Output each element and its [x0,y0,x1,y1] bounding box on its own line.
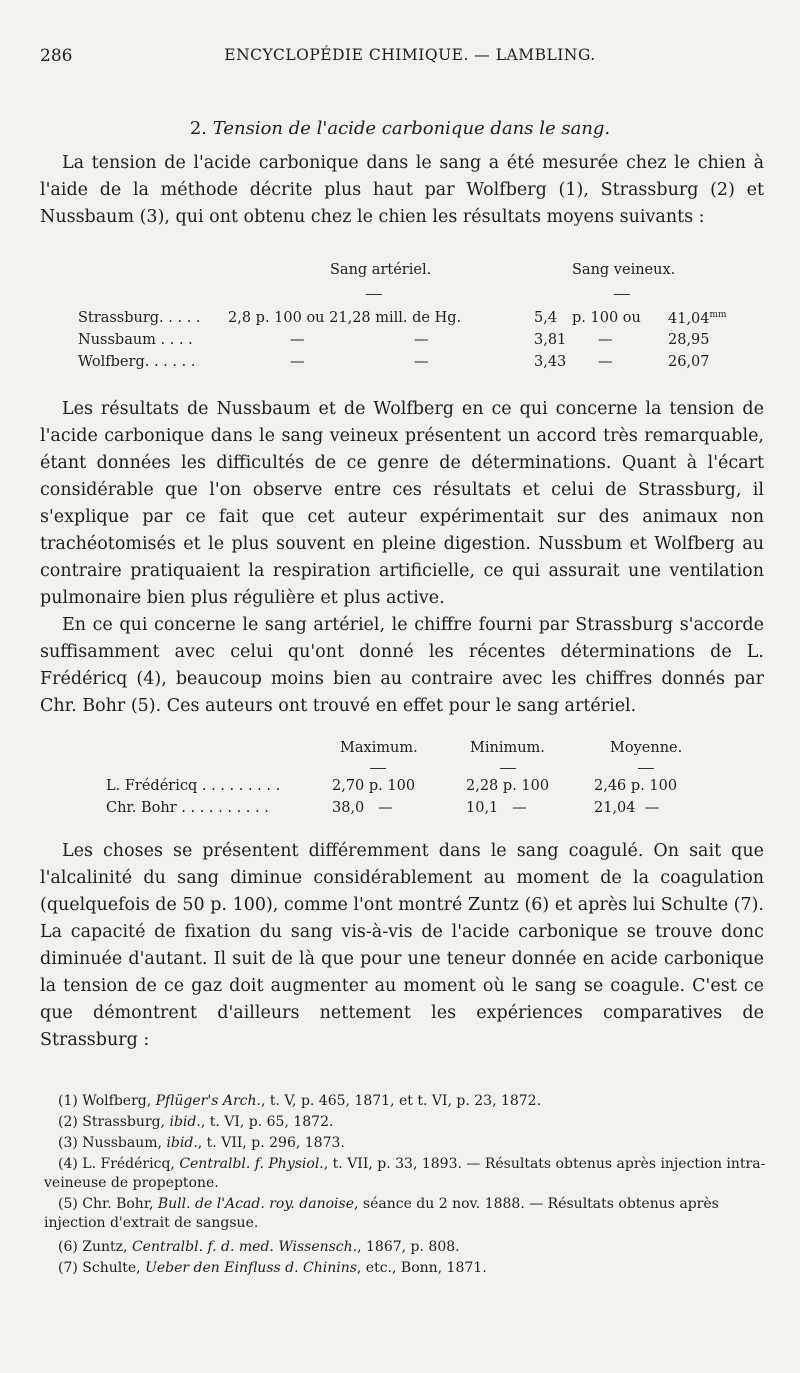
page-number: 286 [40,46,73,66]
footnote-title: Bull. de l'Acad. roy. danoise [157,1196,354,1212]
footnote-author: Wolfberg, [82,1093,156,1109]
min-value: 10,1 — [466,800,527,816]
running-header [40,46,780,70]
paragraph-4: Les choses se présentent différemment dans le sang coagulé. On sait que l'alcalinité du sang diminue considérablement au moment de la coagulation (quelquefois de 50 p. 100), comme l'ont montré Zuntz (6) et après lui Schulte (7). La capacité de fixation du sang vis-à-vis de l'acide carbonique se trouve donc diminuée d'autant. Il suit de là que pour une teneur donnée en acide carbonique la tension de ce gaz doit augmenter au moment où le sang se coagule. C'est ce que démontrent d'ailleurs nettement les expériences comparatives de Strassburg : [40,841,764,1050]
footnote-author: Strassburg, [82,1114,170,1130]
venous-percent: 5,4 [534,310,558,326]
footnote-4 [44,1155,768,1193]
footnote-number: (3) [58,1135,78,1151]
footnote-1 [44,1092,768,1111]
table-tension [0,260,800,380]
divider [614,294,630,295]
header-mean: Moyenne. [610,740,683,756]
venous-percent: 3,81 [534,332,567,348]
footnote-number: (6) [58,1239,78,1255]
header-arterial: Sang artériel. [330,262,432,278]
row-name: Nussbaum . . . . [78,332,193,348]
footnote-6 [44,1238,768,1257]
footnote-number: (4) [58,1156,78,1172]
venous-percent: 3,43 [534,354,567,370]
divider [638,768,654,769]
mean-value: 2,46 p. 100 [594,778,678,794]
mean-value: 21,04 — [594,800,660,816]
footnote-author: Nussbaum, [82,1135,167,1151]
footnote-2 [44,1113,768,1132]
footnote-5 [44,1195,768,1233]
arterial-dash: — [290,354,305,370]
venous-mm-value: 26,07 [668,354,710,370]
footnote-author: L. Frédéricq, [82,1156,180,1172]
section-title: Tension de l'acide carbonique dans le sang. [212,118,611,139]
max-value: 2,70 p. 100 [332,778,416,794]
footnote-title: Ueber den Einfluss d. Chinins [145,1260,357,1276]
paragraph-3: En ce qui concerne le sang artériel, le chiffre fourni par Strassburg s'accorde suffisamment avec celui qu'ont donné les récentes déterminations de L. Frédéricq (4), beaucoup moins bien au contraire avec les chiffres donnés par Chr. Bohr (5). Ces auteurs ont trouvé en effet pour le sang artériel. [40,615,764,716]
paragraph-1: La tension de l'acide carbonique dans le sang a été mesurée chez le chien à l'aide de la méthode décrite plus haut par Wolfberg (1), Strassburg (2) et Nussbaum (3), qui ont obtenu chez le chien les résultats moyens suivants : [40,153,764,227]
footnote-author: Schulte, [82,1260,146,1276]
section-number: 2. [189,118,207,139]
venous-separator: — [598,354,613,370]
footnote-title: ibid. [169,1114,201,1130]
footnote-ref: , t. V, p. 465, 1871, et t. VI, p. 23, 1872. [260,1093,542,1109]
footnote-ref: , t. VII, p. 296, 1873. [197,1135,345,1151]
row-name: Wolfberg. . . . . . [78,354,196,370]
arterial-dash: — [414,354,429,370]
venous-separator: — [598,332,613,348]
footnote-number: (7) [58,1260,78,1276]
table-arterial [0,738,800,828]
venous-mm-value: 28,95 [668,332,710,348]
footnote-title: Centralbl. f. d. med. Wissensch. [131,1239,358,1255]
footnote-number: (2) [58,1114,78,1130]
footnote-ref: , séance du 2 nov. 1888. — Résultats obtenus après injection d'extrait de sangsue. [44,1196,719,1231]
footnote-ref: , 1867, p. 808. [357,1239,460,1255]
footnote-title: Centralbl. f. Physiol. [179,1156,324,1172]
footnote-title: Pflüger's Arch. [155,1093,261,1109]
header-maximum: Maximum. [340,740,418,756]
unit-superscript: mm [709,310,727,320]
paragraph-2: Les résultats de Nussbaum et de Wolfberg en ce qui concerne la tension de l'acide carbonique dans le sang veineux présentent un accord très remarquable, étant données les difficultés de ce genre de déterminations. Quant à l'écart considérable que l'on observe entre ces résultats et celui de Strassburg, il s'explique par ce fait que cet auteur expérimentait sur des animaux non trachéotomisés et le plus souvent en pleine digestion. Nussbum et Wolfberg au contraire pratiquaient la respiration artificielle, ce qui assurait une ventilation pulmonaire bien plus régulière et plus active. [40,399,764,608]
section-heading [0,118,800,139]
footnote-author: Zuntz, [82,1239,132,1255]
header-venous: Sang veineux. [572,262,676,278]
arterial-dash: — [414,332,429,348]
header-minimum: Minimum. [470,740,545,756]
footnote-number: (5) [58,1196,78,1212]
venous-mm [668,310,727,327]
divider [500,768,516,769]
arterial-value: 2,8 p. 100 ou 21,28 mill. de Hg. [228,310,462,326]
running-title: ENCYCLOPÉDIE CHIMIQUE. — LAMBLING. [224,46,596,64]
min-value: 2,28 p. 100 [466,778,550,794]
footnote-title: ibid. [166,1135,198,1151]
footnote-ref: , t. VI, p. 65, 1872. [200,1114,334,1130]
row-name: Chr. Bohr . . . . . . . . . . [106,800,269,816]
footnote-7 [44,1259,768,1278]
venous-mm-value: 41,04 [668,310,710,327]
row-name: L. Frédéricq . . . . . . . . . [106,778,281,794]
row-name: Strassburg. . . . . [78,310,201,326]
footnote-number: (1) [58,1093,78,1109]
footnote-ref: , etc., Bonn, 1871. [356,1260,487,1276]
footnote-3 [44,1134,768,1153]
divider [366,294,382,295]
footnote-ref: , t. VII, p. 33, 1893. — Résultats obtenus après injection intra-veineuse de propeptone. [44,1156,766,1191]
venous-separator: p. 100 ou [572,310,641,326]
divider [370,768,386,769]
max-value: 38,0 — [332,800,393,816]
arterial-dash: — [290,332,305,348]
footnote-author: Chr. Bohr, [82,1196,158,1212]
